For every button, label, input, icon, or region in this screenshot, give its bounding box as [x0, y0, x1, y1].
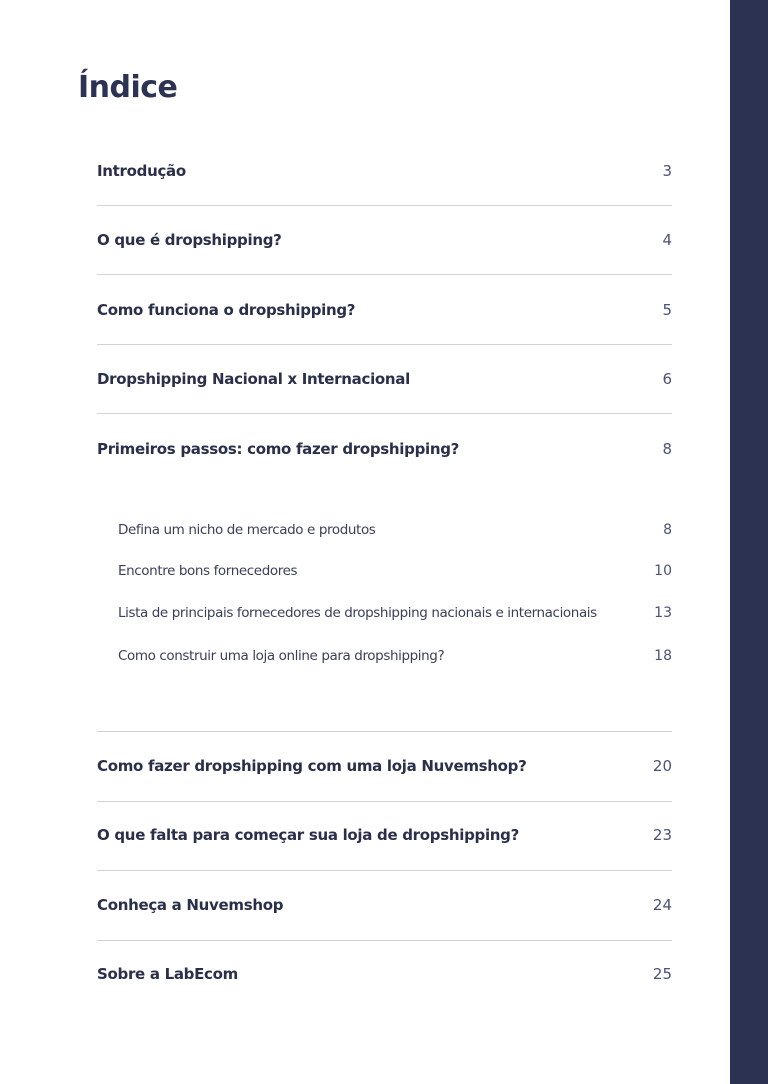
toc-subentry-fornecedores[interactable]: [118, 559, 672, 583]
toc-entry-page: 8: [662, 440, 672, 458]
toc-entry-label: Conheça a Nuvemshop: [97, 896, 284, 914]
toc-entry-page: 25: [652, 965, 672, 983]
divider: [97, 205, 672, 206]
toc-entry-page: 5: [662, 301, 672, 319]
divider: [97, 413, 672, 414]
divider: [97, 274, 672, 275]
toc-entry-label: O que falta para começar sua loja de dropshipping?: [97, 826, 520, 844]
toc-entry-label: Dropshipping Nacional x Internacional: [97, 370, 410, 388]
divider: [97, 870, 672, 871]
toc-entry-conheca-nuvemshop[interactable]: [97, 893, 672, 917]
toc-entry-sobre-labecom[interactable]: [97, 962, 672, 986]
toc-entry-label: Primeiros passos: como fazer dropshipping?: [97, 440, 460, 458]
toc-entry-page: 20: [652, 757, 672, 775]
toc-entry-como-funciona[interactable]: [97, 298, 672, 322]
toc-entry-o-que-falta[interactable]: [97, 823, 672, 847]
toc-entry-page: 3: [662, 162, 672, 180]
toc-entry-primeiros-passos[interactable]: [97, 437, 672, 461]
toc-subentry-page: 18: [654, 648, 672, 664]
toc-entry-label: O que é dropshipping?: [97, 231, 282, 249]
toc-entry-label: Como fazer dropshipping com uma loja Nuvemshop?: [97, 757, 527, 775]
toc-entry-page: 4: [662, 231, 672, 249]
toc-entry-introducao[interactable]: [97, 159, 672, 183]
toc-entry-page: 23: [652, 826, 672, 844]
toc-subentry-label: Encontre bons fornecedores: [118, 563, 298, 579]
toc-entry-o-que-e-dropshipping[interactable]: [97, 228, 672, 252]
page-title: Índice: [78, 70, 178, 105]
toc-subentry-page: 10: [654, 563, 672, 579]
toc-entry-nacional-internacional[interactable]: [97, 367, 672, 391]
toc-entry-page: 24: [652, 896, 672, 914]
toc-entry-page: 6: [662, 370, 672, 388]
toc-subentry-label: Como construir uma loja online para dropshipping?: [118, 648, 445, 664]
toc-entry-loja-nuvemshop[interactable]: [97, 754, 672, 778]
divider: [97, 344, 672, 345]
toc-subentry-page: 13: [654, 605, 672, 621]
toc-subentry-label: Lista de principais fornecedores de dropshipping nacionais e internacionais: [118, 605, 597, 621]
toc-subentry-lista-fornecedores[interactable]: [118, 601, 672, 625]
toc-subentry-loja-online[interactable]: [118, 644, 672, 668]
toc-subentry-label: Defina um nicho de mercado e produtos: [118, 522, 376, 538]
divider: [97, 731, 672, 732]
toc-entry-label: Sobre a LabEcom: [97, 965, 238, 983]
toc-entry-label: Como funciona o dropshipping?: [97, 301, 356, 319]
side-bar-decoration: [730, 0, 768, 1084]
toc-entry-label: Introdução: [97, 162, 186, 180]
divider: [97, 801, 672, 802]
toc-subentry-page: 8: [663, 522, 672, 538]
toc-subentry-nicho[interactable]: [118, 518, 672, 542]
divider: [97, 940, 672, 941]
